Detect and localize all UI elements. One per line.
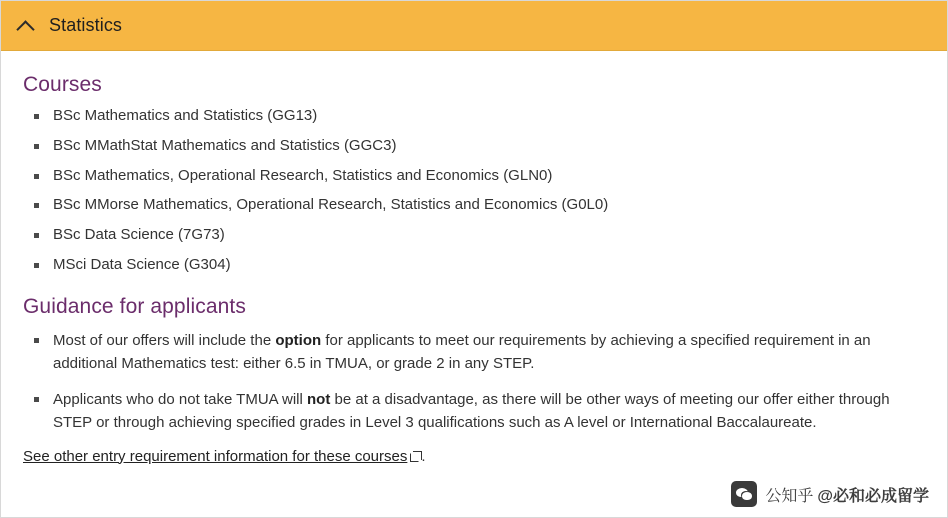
list-item: BSc Mathematics, Operational Research, Statistics and Economics (GLN0)	[23, 167, 925, 186]
entry-requirement-link-row	[23, 448, 925, 465]
entry-requirement-link[interactable]	[23, 448, 421, 465]
accordion-header-statistics[interactable]	[1, 1, 947, 51]
wechat-icon	[731, 481, 757, 507]
list-item: MSci Data Science (G304)	[23, 256, 925, 275]
guidance-emphasis: option	[275, 331, 322, 349]
chevron-up-icon[interactable]	[15, 14, 39, 38]
list-item: BSc MMathStat Mathematics and Statistics (GGC3)	[23, 137, 925, 156]
courses-heading: Courses	[23, 73, 102, 96]
list-item	[23, 388, 925, 435]
accordion-body	[1, 51, 947, 473]
guidance-text-part1: Applicants who do not take TMUA will	[53, 391, 308, 408]
external-link-icon	[410, 451, 421, 462]
trailing-period: .	[421, 447, 426, 465]
list-item: BSc MMorse Mathematics, Operational Research, Statistics and Economics (G0L0)	[23, 196, 925, 215]
guidance-emphasis: not	[307, 391, 331, 408]
watermark-text	[765, 483, 929, 506]
watermark-prefix: 公知乎	[765, 487, 814, 505]
list-item: BSc Mathematics and Statistics (GG13)	[23, 107, 925, 126]
guidance-list	[23, 329, 925, 435]
courses-list	[23, 107, 925, 275]
list-item	[23, 329, 925, 376]
accordion-title: Statistics	[49, 15, 123, 35]
watermark	[731, 481, 929, 507]
watermark-handle: @必和必成留学	[817, 487, 929, 505]
guidance-text-part2: be at a disadvantage, as there will be other ways of meeting our offer either through STEP or through achieving specified grades in Level 3 qualifications such as A level or International Baccalaureate.	[53, 391, 890, 432]
guidance-text-part1: Most of our offers will include the	[53, 331, 276, 349]
guidance-heading: Guidance for applicants	[23, 294, 246, 318]
list-item: BSc Data Science (7G73)	[23, 226, 925, 245]
entry-requirement-link-label: See other entry requirement information for these courses	[23, 447, 408, 465]
guidance-text-part2: for applicants to meet our requirements by achieving a specified requirement in an additional Mathematics test: either 6.5 in TMUA, or grade 2 in any STEP.	[53, 331, 871, 372]
